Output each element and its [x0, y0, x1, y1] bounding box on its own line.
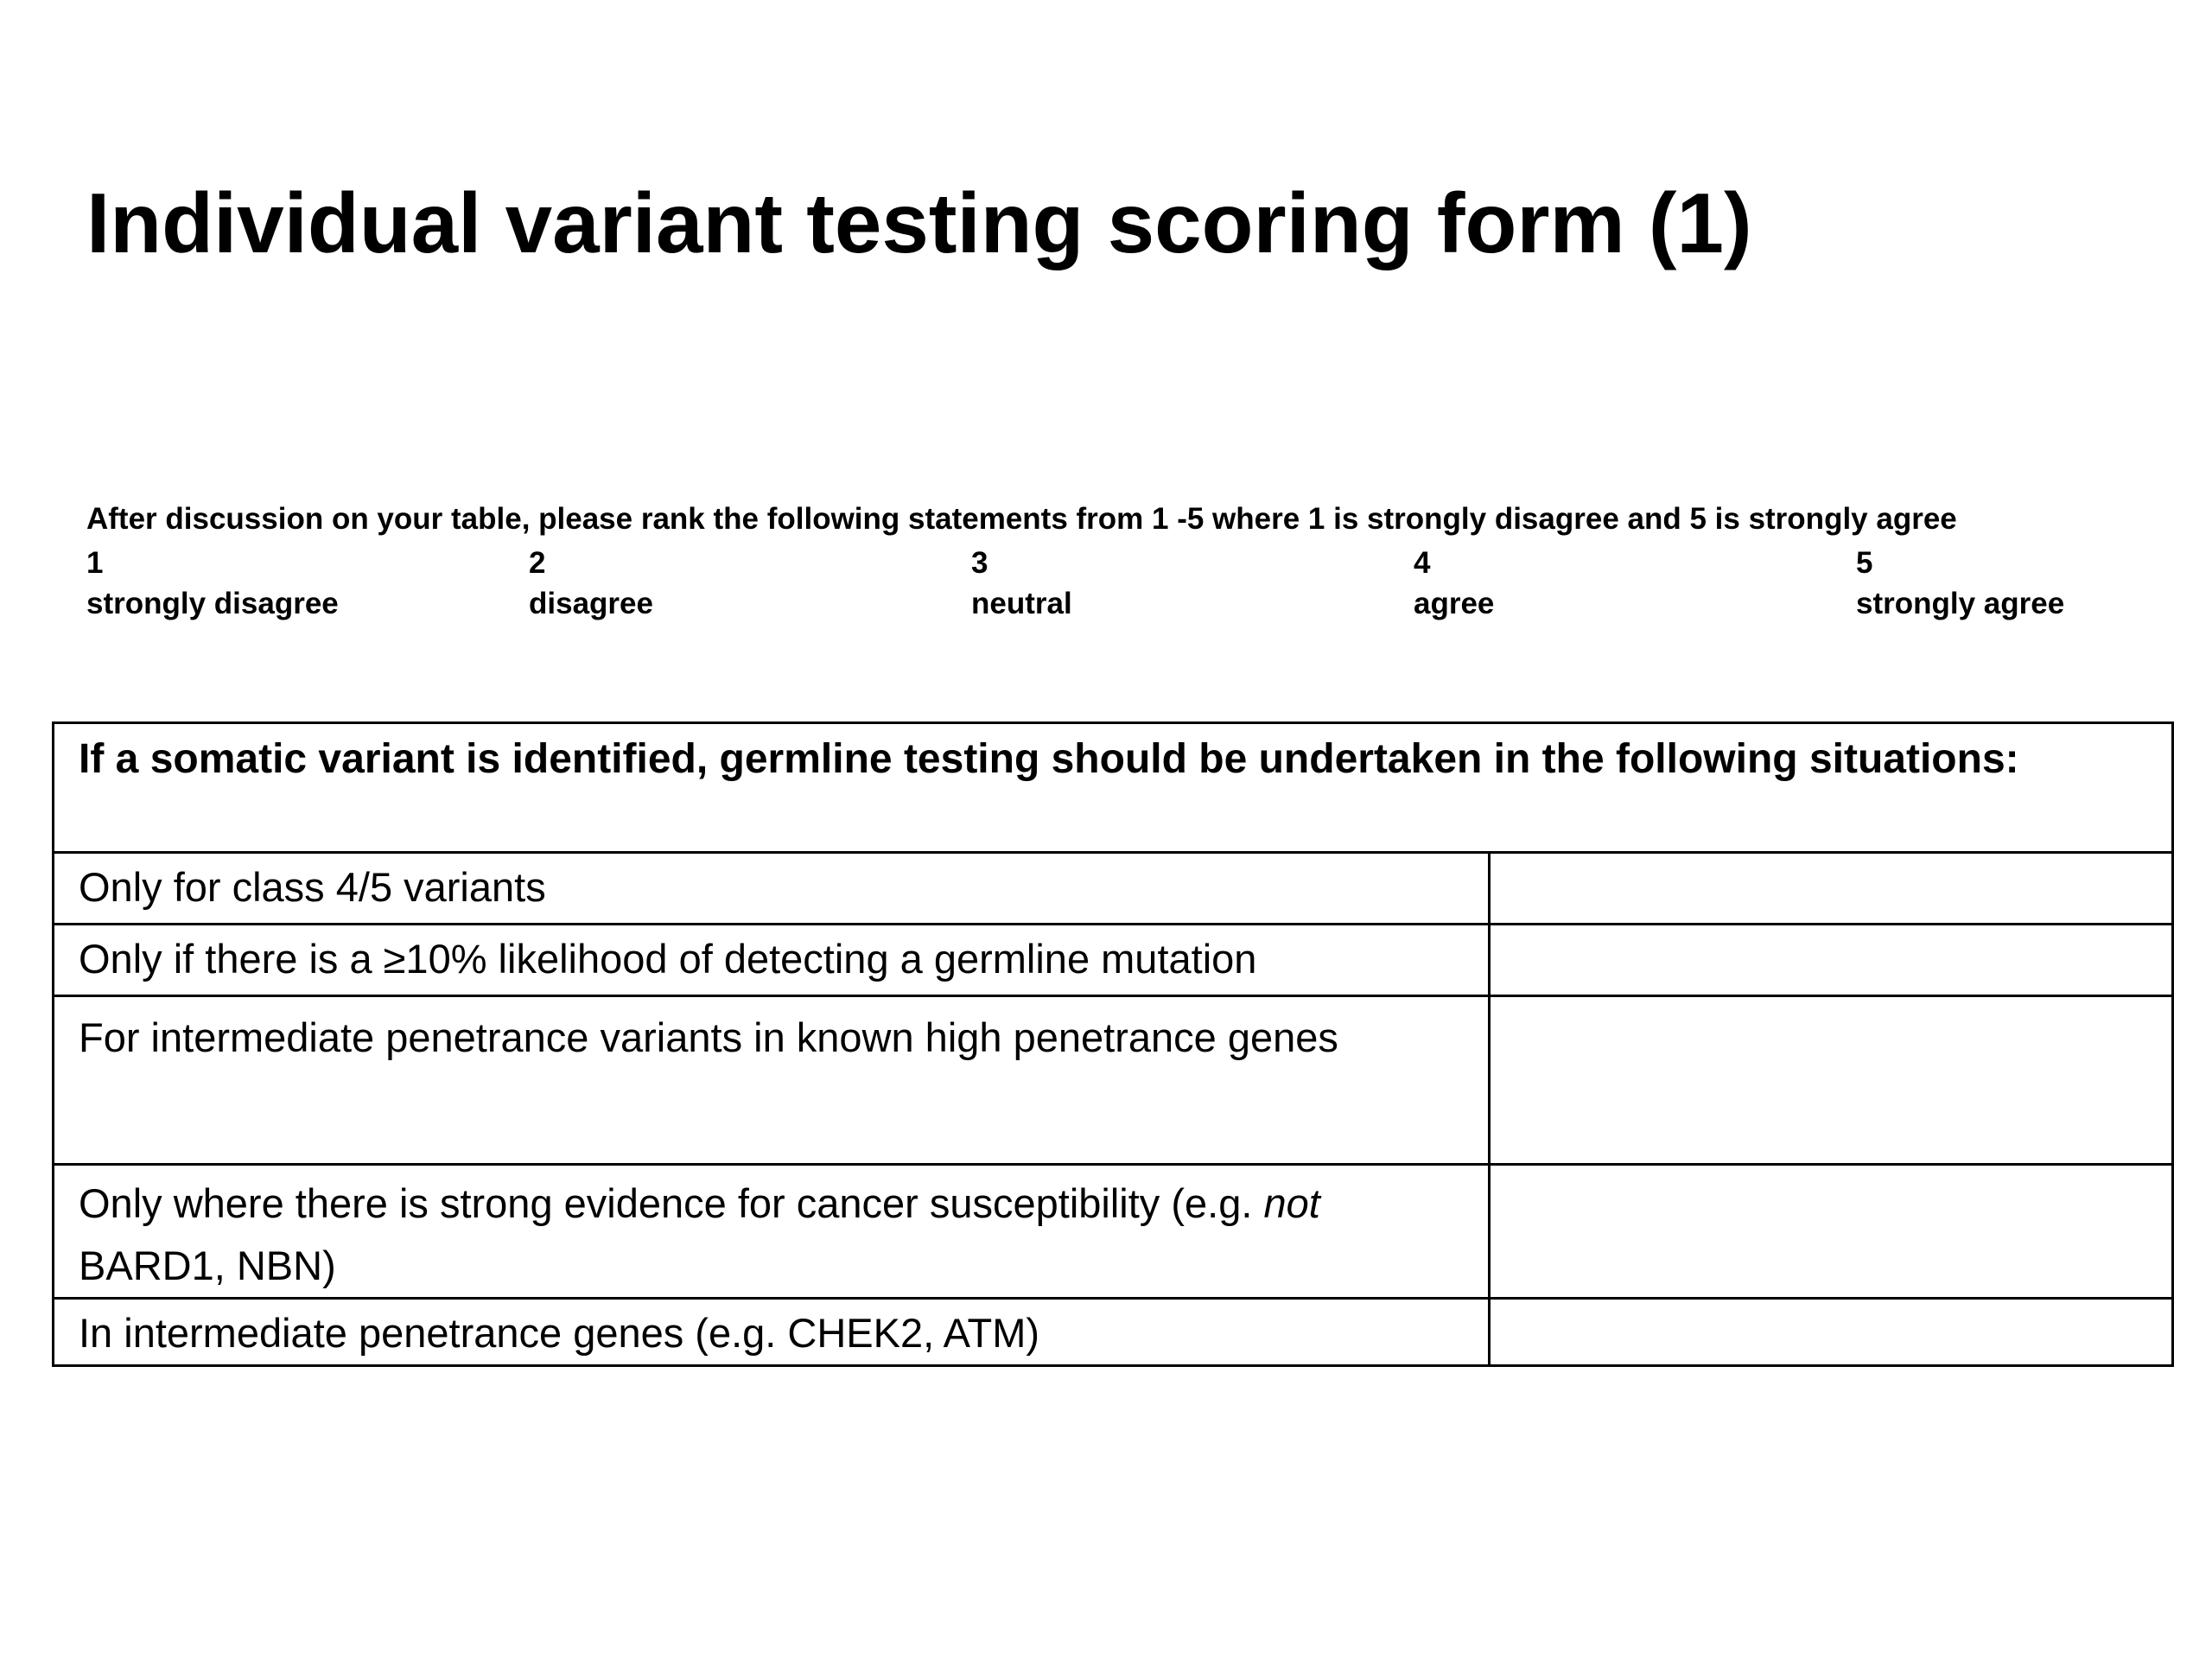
scale-item-3 — [971, 543, 1072, 624]
rating-scale — [86, 543, 2177, 629]
scale-item-1 — [86, 543, 339, 624]
score-cell[interactable] — [1490, 925, 2173, 996]
table-header: If a somatic variant is identified, germline testing should be undertaken in the following situations: — [54, 723, 2173, 853]
statement-text — [79, 1166, 1464, 1297]
scale-item-4 — [1414, 543, 1494, 624]
table-header-row — [54, 723, 2173, 853]
scale-label: strongly agree — [1856, 587, 2065, 620]
score-cell[interactable] — [1490, 1165, 2173, 1299]
instructions-text: After discussion on your table, please rank the following statements from 1 -5 where 1 is strongly disagree and 5 is strongly agree — [86, 502, 1957, 536]
statement-prefix: Only where there is strong evidence for cancer susceptibility (e.g. — [79, 1180, 1264, 1226]
statement-text: For intermediate penetrance variants in known high penetrance genes — [79, 1014, 1338, 1060]
scale-value: 1 — [86, 546, 104, 580]
scale-value: 3 — [971, 546, 988, 580]
statement-cell — [54, 1165, 1490, 1299]
score-cell[interactable] — [1490, 853, 2173, 925]
scale-label: disagree — [529, 587, 653, 620]
scale-value: 2 — [529, 546, 546, 580]
statement-cell — [54, 925, 1490, 996]
score-cell[interactable] — [1490, 996, 2173, 1165]
scale-label: strongly disagree — [86, 587, 339, 620]
score-cell[interactable] — [1490, 1299, 2173, 1366]
statement-cell — [54, 853, 1490, 925]
statement-cell — [54, 996, 1490, 1165]
scale-value: 5 — [1856, 546, 1873, 580]
table-row — [54, 1165, 2173, 1299]
table-row — [54, 996, 2173, 1165]
scale-label: neutral — [971, 587, 1072, 620]
statement-text: Only if there is a ≥10% likelihood of detecting a germline mutation — [79, 936, 1257, 982]
scale-value: 4 — [1414, 546, 1431, 580]
scale-item-5 — [1856, 543, 2064, 624]
scale-label: agree — [1414, 587, 1495, 620]
table-row — [54, 925, 2173, 996]
page-title: Individual variant testing scoring form (1) — [86, 175, 1752, 270]
statement-text: In intermediate penetrance genes (e.g. CHEK2, ATM) — [79, 1310, 1040, 1356]
scoring-table — [52, 721, 2174, 1367]
statement-emphasis: not — [1263, 1180, 1320, 1226]
statement-suffix: BARD1, NBN) — [79, 1243, 336, 1288]
statement-text: Only for class 4/5 variants — [79, 864, 546, 910]
table-row — [54, 853, 2173, 925]
statement-cell — [54, 1299, 1490, 1366]
scale-item-2 — [529, 543, 653, 624]
table-row — [54, 1299, 2173, 1366]
